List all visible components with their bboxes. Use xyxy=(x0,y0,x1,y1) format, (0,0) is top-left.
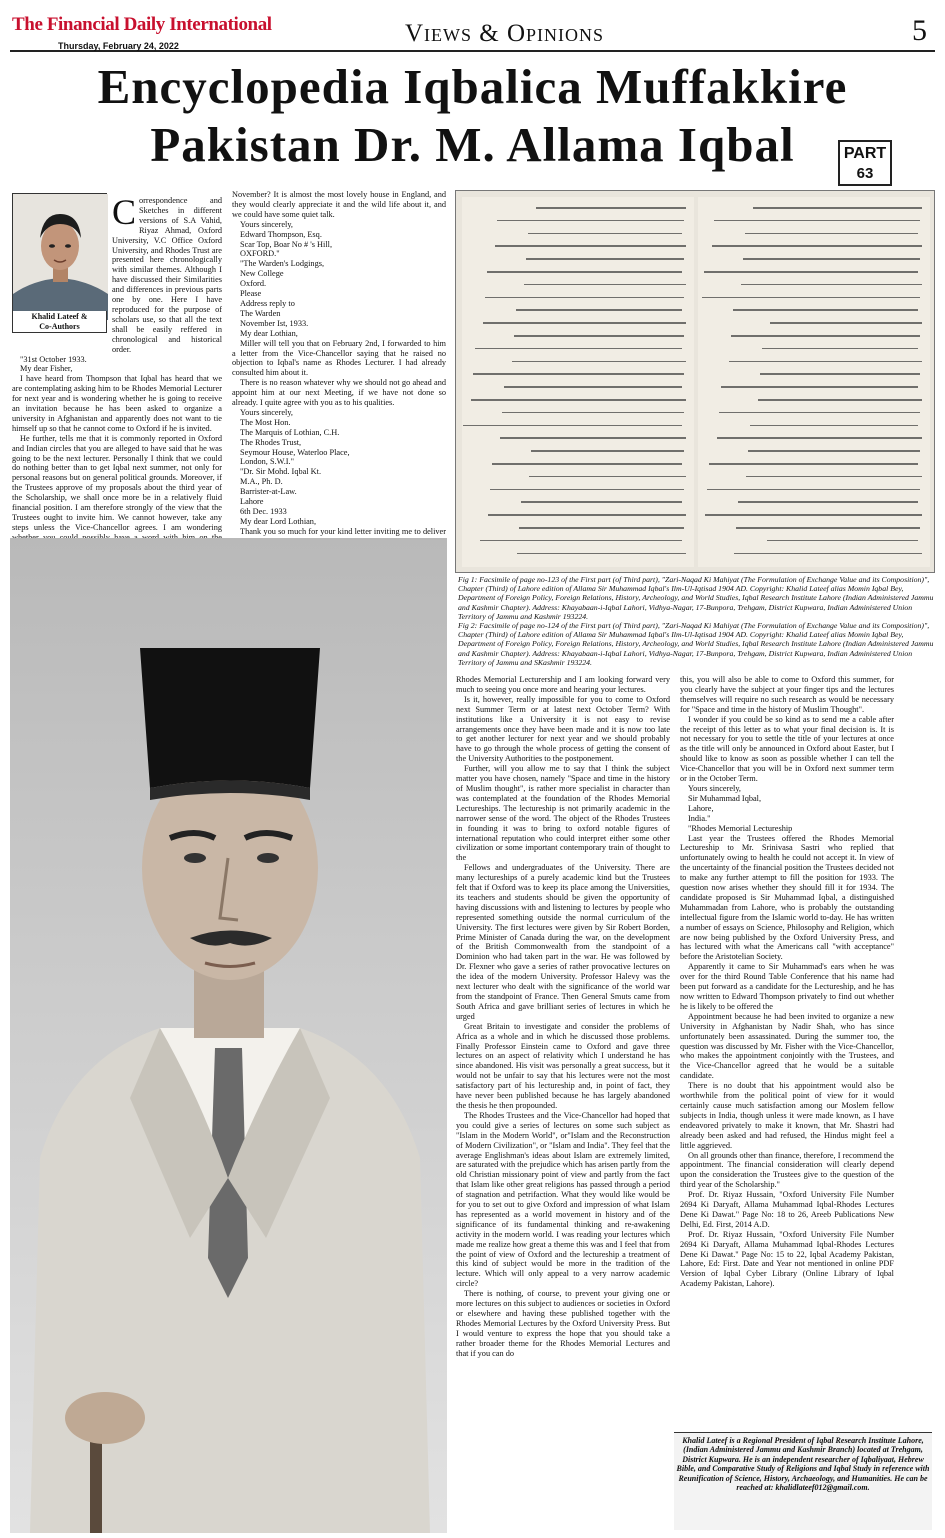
address-line: Yours sincerely, xyxy=(240,407,294,417)
address-line: Please xyxy=(240,289,262,299)
address-line: Scar Top, Boar No # 's Hill, xyxy=(240,239,333,249)
paragraph: Further, will you allow me to say that I think the subject matter you have chosen, namely "Space and time in the history of Muslim thought", is rather more specialist in character than was contemplated at the foundation of the Rhodes Memorial Lectureships. The lectureship is not primarily academic in the narrower sense of the word. The object of the Rhodes Trustees in founding it was to bring to oxford notable figures of international reputation who could interpret either some other civilization or some important contemporary train of thought to the xyxy=(456,764,670,863)
address-line: Yours sincerely, xyxy=(240,219,294,229)
manuscript-line xyxy=(519,527,684,529)
article-headline xyxy=(10,58,935,174)
paragraph: There is nothing, of course, to prevent your giving one or more lectures on this subject to audiences or societies in Oxford or elsewhere and having these published together with the Rhodes Memorial Lectures by the Oxford University Press. But I would venture to express the hope that you should take a rather broader theme for the Rhodes Memorial Lectures and that if you can do xyxy=(456,1289,670,1358)
manuscript-line xyxy=(729,361,922,363)
manuscript-line xyxy=(471,399,686,401)
part-number: 63 xyxy=(856,165,874,182)
manuscript-line xyxy=(748,450,920,452)
manuscript-line xyxy=(746,476,922,478)
paragraph: There is no reason whatever why we should not go ahead and appoint him at our next Meeting, if we have not done so already. I quite agree with you as to his qualities. xyxy=(232,378,446,408)
paragraph: Appointment because he had been invited to organize a new University in Afghanistan by Nadir Shah, who has since unfortunately been assassinated. During the summer too, the question was discussed by Mr. Fisher with the Vice-Chancellor, who makes the appointment conjointly with the Trustees, and the Vice-Chancellor agreed that he would be a suitable candidate. xyxy=(680,1011,894,1081)
paragraph: I wonder if you could be so kind as to send me a cable after the receipt of this letter as to what your final decision is. It is not necessary for you to settle the title of your lectures at once as the title will only be announced in Oxford about Easter, but I should like to know as soon as possible whether I can tell the Vice-Chancellor that you will be in Oxford next summer term or in the October Term. xyxy=(680,714,894,784)
figure-caption xyxy=(458,575,936,667)
address-line: November Ist, 1933. xyxy=(240,318,309,328)
manuscript-line xyxy=(497,220,684,222)
figure-caption-1: Fig 1: Facsimile of page no-123 of the First part (of Third part), "Zari-Naqad Ki Mahiyat (The Formulation of Exchange Value and its Composition)", Chapter (Third) of Lahore edition of Allama Sir Muhammad Iqbal's Ilm-Ul-Iqtisad 1904 AD. Copyright: Khalid Lateef alias Momin Iqbal Bey, Department of Foreign Policy, Foreign Relations, History, Archeology, and World Studies, Iqbal Research Institute Lahore (Indian Administered Jammu and Kashmir Chapter). Address: Khayabaan-i-Iqbal Lahori, Vidhya-Nagar, 17-Bunpora, Trehgam, District Kupwara, Indian Administered Union Territory of Jammu and Kashmir 193224. xyxy=(458,575,934,621)
manuscript-line xyxy=(767,540,918,542)
manuscript-line xyxy=(731,335,920,337)
intro-block xyxy=(112,192,222,355)
paragraph: On all grounds other than finance, therefore, I recommend the appointment. The financial consideration will clearly depend upon the consideration the Trustees give to the question of the third year of the Scholarship." xyxy=(680,1150,894,1190)
manuscript-line xyxy=(502,412,684,414)
paragraph: The Rhodes Trustees and the Vice-Chancellor had hoped that you could give a series of lectures on some such subject as "Islam in the Modern World", or"Islam and the Reconstruction of Modern Civilization", or "Islam and India". They feel that the average Englishman's ideas about Islam are extremely limited, are saturated with the prejudice which has arisen partly from the old Christian missionary point of view and partly from the fact that Islam like other great religions has passed through a period of stagnation and petrifaction. What they would like would be for you to set out to give Oxford and impression of what Islam has represented as a world movement in history and of the significance of its fundamental thinking and re-awakening activity in the modern world. I was reading your lectures which made me realize how great a theme this was and I feel that from the point of view of Oxford and the lectureship a treatment of this kind of subject would be more in the tradition of the lecture. Which will only appeal to a very narrow academic circle? xyxy=(456,1110,670,1289)
manuscript-line xyxy=(495,245,686,247)
paragraph: Miller will tell you that on February 2nd, I forwarded to him a letter from the Vice-Chancellor saying that he raised no objection to Iqbal's name as Rhodes Lecturer. I had already consulted him about it. xyxy=(232,338,446,378)
manuscript-line xyxy=(758,399,922,401)
address-line: Yours sincerely, xyxy=(688,783,742,793)
address-line: The Rhodes Trust, xyxy=(240,437,302,447)
page-number: 5 xyxy=(912,14,927,47)
paragraph: Last year the Trustees offered the Rhodes Memorial Lectureship to Mr. Srinivasa Sastri who replied that unfortunately owing to health he could not accept it. In view of the uncertainty of the financial position the Trustees decided not to make any further attempt to fill the position for 1933. The question now arises whether they should fill it for 1934. The candidate proposed is Sir Muhammad Iqbal, a distinguished Muhammadan from Lahore, who is probably the outstanding intellectual figure from the Islamic world to-day. He has written a number of essays on Science, Philosophy and Religion, which are now being published by the Oxford University Press, and has lectured with what the Americans call "with acceptance" before the Aristotelian Society. xyxy=(680,833,894,962)
paragraph: Prof. Dr. Riyaz Hussain, "Oxford University File Number 2694 Ki Daryaft, Allama Muhammad Iqbal-Rhodes Lectures Dene Ki Dawat." Page No: 18 to 26, Areeb Publications New Delhi, Ed. First, 2014 A.D. xyxy=(680,1190,894,1229)
address-line: Seymour House, Waterloo Place, xyxy=(240,447,350,457)
manuscript-line xyxy=(736,527,920,529)
manuscript-line xyxy=(531,450,684,452)
address-line: Lahore xyxy=(240,497,264,507)
address-line: "The Warden's Lodgings, xyxy=(240,259,325,269)
manuscript-line xyxy=(512,361,686,363)
address-line: Barrister-at-Law. xyxy=(240,487,297,497)
author-bio: Khalid Lateef is a Regional President of Iqbal Research Institute Lahore, (Indian Administered Jammu and Kashmir Branch) located at Trehgam, District Kupwara. He is an independent researcher of Iqbaliyaat, Hebrew Bible, and Comparative Study of Religions and Iqbal Study in reference with Reunification of Science, History, Archaeology, and Humanities. He can be reached at: khalidlateef012@gmail.com. xyxy=(676,1436,930,1493)
address-line: Lahore, xyxy=(688,803,714,813)
column-1 xyxy=(12,192,222,536)
address-line: India." xyxy=(688,813,711,823)
manuscript-line xyxy=(487,271,682,273)
manuscript-line xyxy=(500,437,686,439)
paragraph: Apparently it came to Sir Muhammad's ears when he was over for the third Round Table Conference that his name had been put forward as a candidate for the Lectureship, and he has now written to Edward Thompson privately to find out whether he is likely to be offered the xyxy=(680,962,894,1011)
intro-text: orrespondence and Sketches in different versions of S.A Vahid, Riyaz Ahmad, Oxford University, V.C Office Oxford University, and Rhodes Trust are presented here chronologically with similar themes. Although I have discussed their Similarities and differences in previous parts one by one. Here I have reproduced for the purpose of scholars use, so that all the text shall be easily reffered in chronological and historical order. xyxy=(112,196,222,354)
paragraph: There is no doubt that his appointment would also be worthwhile from the political point of view for it would certainly cause much satisfaction among our Moslem fellow subjects in India, though unless it were made known, as I have endeavored privately to make it known, that Mr. Shastri had already been asked and had refused, the Hindus might feel a little aggrieved. xyxy=(680,1081,894,1150)
masthead xyxy=(10,8,935,52)
author-caption-line1: Khalid Lateef & xyxy=(31,312,88,321)
address-line: My dear Lord Lothian, xyxy=(240,516,317,526)
manuscript-line xyxy=(490,489,684,491)
manuscript-line xyxy=(524,284,686,286)
manuscript-line xyxy=(760,373,920,375)
manuscript-line xyxy=(743,258,920,260)
manuscript-line xyxy=(753,207,922,209)
manuscript-line xyxy=(738,501,918,503)
manuscript-line xyxy=(504,386,682,388)
facsimile-page-123 xyxy=(462,197,694,567)
manuscript-line xyxy=(745,233,918,235)
column-4 xyxy=(680,675,894,1427)
manuscript-line xyxy=(762,348,918,350)
manuscript-line xyxy=(516,309,682,311)
paragraph: He further, tells me that it is commonly reported in Oxford and Indian circles that you are alleged to have said that he was going to be the next lecturer. Personally I think that we could do nothing better than to get Iqbal next summer, not only for personal reasons but on general political grounds. Moreover, if the Trustees approve of my proposals about the third year of the Scholarship, we shall once more be in a relatively fluid financial position. I am therefore strongly of the view that the Trustees ought to invite him. We cannot however, take any steps unless the Vice-Chancellor agrees. I am wondering xyxy=(12,433,222,532)
address-line: Edward Thompson, Esq. xyxy=(240,229,322,239)
intro-paragraph xyxy=(112,192,222,355)
paragraph: I have heard from Thompson that Iqbal has heard that we are contemplating asking him to be Rhodes Memorial Lecturer for next year and is wondering whether he is going to receive an invitation because he has been asked to organize a university in Afghanistan and apparently does not want to tie himself up so that he cannot come to Oxford if he is invited. xyxy=(12,374,222,433)
paragraph: this, you will also be able to come to Oxford this summer, for you clearly have the subject at your finger tips and the lectures themselves will require no such research as would be necessary for "Space and time in the history of Muslim Thought". xyxy=(680,675,894,714)
paragraph: November? It is almost the most lovely house in England, and they would clearly appreciate it and the wild life about it, and we could have some quiet talk. xyxy=(232,190,446,219)
paragraph: Prof. Dr. Riyaz Hussain, "Oxford University File Number 2694 Ki Daryaft, Allama Muhammad Iqbal-Rhodes Lectures Dene Ki Dawat." Page No: 15 to 22, Iqbal Academy Pakistan, Lahore, Ed: First. Date and Year not mentioned in online PDF Version of Iqbal Cyber Library (Online Library of Iqbal Academy Pakistan, Lahore). xyxy=(680,1229,894,1289)
headline-line-1: Encyclopedia Iqbalica Muffakkire xyxy=(97,59,848,114)
manuscript-line xyxy=(704,271,918,273)
manuscript-line xyxy=(473,373,684,375)
author-bio-box xyxy=(674,1432,932,1530)
manuscript-line xyxy=(485,297,684,299)
manuscript-line xyxy=(463,425,682,427)
address-line: Address reply to xyxy=(240,298,295,308)
manuscript-line xyxy=(514,335,684,337)
facsimile-page-124 xyxy=(698,197,930,567)
manuscript-line xyxy=(528,233,682,235)
address-line: The Most Hon. xyxy=(240,417,291,427)
paragraph: Is it, however, really impossible for you to come to Oxford next Summer Term or at latest next October Term? With institutions like a University it is not easy to revise arrangements once they have been made and it is now too late to get another lecturer for next year and we should probably have to go through the whole process of getting the consent of the University Authorities to the postponement. xyxy=(456,694,670,764)
address-line: "Dr. Sir Mohd. Iqbal Kt. xyxy=(240,467,322,477)
address-line: Sir Muhammad Iqbal, xyxy=(688,793,762,803)
paragraph: Rhodes Memorial Lecturership and I am looking forward very much to seeing you once more and hearing your lectures. xyxy=(456,675,670,694)
part-label: PART xyxy=(843,145,887,162)
paragraph: Fellows and undergraduates of the University. There are many lectureships of a purely academic kind but the Trustees felt that if Oxford was to keep its place among the Universities, its teachers and students should be given the opportunity of having discussions with and listening to lectures by people who represented something outside the normal curriculum of the University. The first lectures were given by Sir Robert Borden, Prime Minister of Canada during the war, on the development of the British Commonwealth from the standpoint of a Dominion who had taken part in the war. He was followed by Dr. Flexner who gave a series of rather provocative lectures on the idea of the modern University. Professor Halevy was the next lecturer who dealt with the significance of the world war from the standpoint of France. Then General Smuts came from South Africa and gave brilliant series of lectures in which he urged xyxy=(456,863,670,1021)
column-2 xyxy=(232,190,446,536)
manuscript-line xyxy=(488,514,686,516)
manuscript-line xyxy=(529,476,686,478)
manuscript-line xyxy=(492,463,682,465)
address-line: My dear Lothian, xyxy=(240,328,298,338)
manuscript-line xyxy=(702,297,920,299)
manuscript-line xyxy=(750,425,918,427)
paragraph: My dear Fisher, xyxy=(20,364,73,374)
manuscript-line xyxy=(526,258,684,260)
manuscript-line xyxy=(517,553,686,555)
address-line: 6th Dec. 1933 xyxy=(240,507,287,516)
part-badge xyxy=(838,140,892,186)
manuscript-line xyxy=(733,309,918,311)
manuscript-line xyxy=(521,501,682,503)
facsimile-figure xyxy=(455,190,935,573)
drop-cap: C xyxy=(112,192,137,232)
paragraph: Thank you so much for your kind letter inviting me to deliver xyxy=(240,526,446,536)
manuscript-line xyxy=(483,322,686,324)
address-line: London, S.W.I." xyxy=(240,457,295,467)
manuscript-line xyxy=(721,386,918,388)
newspaper-name[interactable]: The Financial Daily International xyxy=(12,14,272,35)
address-line: Oxford. xyxy=(240,279,267,289)
headline-line-2: Pakistan Dr. M. Allama Iqbal xyxy=(150,117,795,172)
address-line: "Rhodes Memorial Lectureship xyxy=(688,823,793,833)
manuscript-line xyxy=(719,412,920,414)
figure-caption-2: Fig 2: Facsimile of page no-124 of the First part (of Third part), "Zari-Naqad Ki Mahiyat (The Formulation of Exchange Value and its Composition)", Chapter (Third) of Lahore edition of Allama Sir Muhammad Iqbal's Ilm-Ul-Iqtisad 1904 AD. Copyright: Khalid Lateef alias Momin Iqbal Bey, Department of Foreign Policy, Foreign Relations, History, Archeology, and World Studies, Iqbal Research Institute Lahore (Indian Administered Jammu and Kashmir Chapter). Address: Khayabaan-i-Iqbal Lahori, Vidhya-Nagar, 17-Bunpora, Trehgam, District Kupwara, Indian Administered Union Territory of Jammu and SKashmir 193224. xyxy=(458,621,934,667)
manuscript-line xyxy=(705,514,922,516)
manuscript-line xyxy=(475,348,682,350)
manuscript-line xyxy=(714,220,920,222)
address-line: The Warden xyxy=(240,308,281,318)
address-line: New College xyxy=(240,269,284,279)
section-title: Views & Opinions xyxy=(405,20,605,47)
manuscript-line xyxy=(536,207,686,209)
manuscript-line xyxy=(717,437,922,439)
manuscript-line xyxy=(709,463,918,465)
column-3 xyxy=(456,675,670,1531)
manuscript-line xyxy=(707,489,920,491)
manuscript-line xyxy=(770,322,922,324)
address-line: The Marquis of Lothian, C.H. xyxy=(240,427,340,437)
paragraph: "31st October 1933. xyxy=(20,354,87,364)
iqbal-portrait-image xyxy=(10,538,447,1533)
paragraph: Great Britain to investigate and consider the problems of Africa as a whole and in which he discussed those problems. Finally Professor Einstein came to Oxford and gave three lectures on an aspect of relativity which I understand he has since abandoned. His visit was personally a great success, but it would not be unfair to say that his lectures were not the most satisfactory part of his lectureship and, in point of fact, they have never been published because he has largely abandoned the thesis he then propounded. xyxy=(456,1021,670,1110)
author-caption-line2: Co-Authors xyxy=(39,322,80,331)
address-line: M.A., Ph. D. xyxy=(240,477,283,487)
iqbal-portrait xyxy=(10,538,447,1533)
manuscript-line xyxy=(480,540,682,542)
manuscript-line xyxy=(741,284,922,286)
manuscript-line xyxy=(712,245,922,247)
issue-date: Thursday, February 24, 2022 xyxy=(58,41,179,51)
address-line: OXFORD." xyxy=(240,249,280,259)
manuscript-line xyxy=(734,553,922,555)
